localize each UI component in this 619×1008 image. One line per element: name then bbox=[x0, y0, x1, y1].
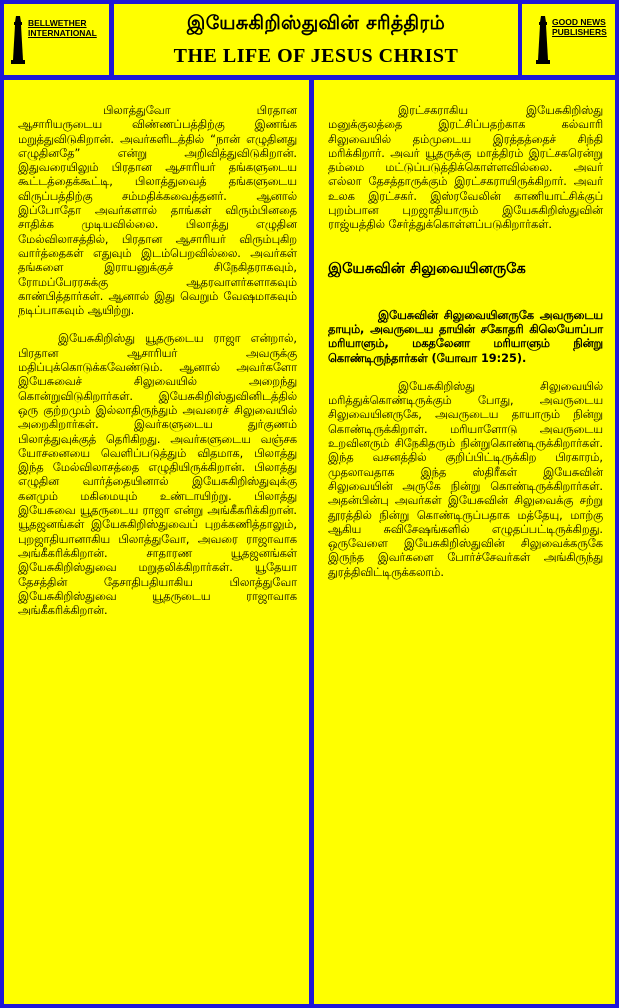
title-english: THE LIFE OF JESUS CHRIST bbox=[173, 45, 459, 67]
good-news-logo bbox=[522, 4, 615, 75]
left-paragraph-2: இயேசுகிறிஸ்து யூதருடைய ராஜா என்றால், பிரதான ஆசாரியர் அவருக்கு மதிப்புக்கொடுக்கவேண்டும். ஆனால் அவர்களோ இயேசுவைச் சிலுவையில் அறைந்து கொன்றுவிடுகிறார்கள். இயேசுகிறிஸ்துவினிடத்தில் ஒரு குற்றமும் இல்லாதிருந்தும் அவரைச் சிலுவையில் அறைகிறார்கள். இவர்களுடைய துர்குணம் பிலாத்துவுக்குத் தெரிகிறது. அவர்களுடைய வஞ்சக யோசனையை வெளிப்படுத்தும் விதமாக, பிலாத்து இந்த மேல்விலாசத்தை எழுதியிருக்கிறான். பிலாத்து எழுதின வார்த்தையினால் இயேசுகிறிஸ்துவுக்கு கனமும் மகிமையும் உண்டாயிற்று. பிலாத்து இயேசுவை யூதருடைய ராஜா என்று அங்கீகரிக்கிறான். யூதஜனங்கள் இயேசுகிறிஸ்துவைப் புறக்கணித்தாலும், புறஜாதியானாகிய பிலாத்துவோ, அவரை ராஜாவாக அங்கீகரிக்கிறான். சாதாரண யூதஜனங்கள் இயேசுகிறிஸ்துவை மறுதலிக்கிறார்கள். யூதேயா தேசத்தின் தேசாதிபதியாகிய பிலாத்துவோ இயேசுகிறிஸ்துவை யூதருடைய ராஜாவாக அங்கீகரிக்கிறான். bbox=[18, 332, 297, 618]
title-tamil: இயேசுகிறிஸ்துவின் சரித்திரம் bbox=[186, 12, 446, 34]
left-column bbox=[4, 80, 309, 1004]
lighthouse-icon bbox=[536, 14, 550, 64]
bellwether-logo-text: BELLWETHER INTERNATIONAL bbox=[28, 18, 97, 38]
lighthouse-icon bbox=[11, 14, 25, 64]
header-title-box bbox=[114, 4, 518, 75]
bible-verse: இயேசுவின் சிலுவையினருகே அவருடைய தாயும், அவருடைய தாயின் சகோதரி கிலெயோப்பா மரியாளும், மகதலேனா மரியாளும் நின்று கொண்டிருந்தார்கள் (யோவா 19:25). bbox=[328, 308, 603, 365]
right-paragraph-1: இரட்சகராகிய இயேசுகிறிஸ்து மனுக்குலத்தை இரட்சிப்பதற்காக கல்வாரி சிலுவையில் தம்முடைய இரத்தத்தைச் சிந்தி மரிக்கிறார். அவர் யூதருக்கு மாத்திரம் இரட்சகரென்று தம்மை மட்டுப்படுத்திக்கொள்ளவில்லை. அவர் எல்லா தேசத்தாருக்கும் இரட்சகராயிருக்கிறார். அவர் உலக இரட்சகர். இஸ்ரவேலின் காணியாட்சிக்குப் புறம்பான புறஜாதியாரும் இயேசுகிறிஸ்துவின் ராஜ்யத்தில் சேர்த்துக்கொள்ளப்படுகிறார்கள். bbox=[328, 104, 603, 232]
left-paragraph-1: பிலாத்துவோ பிரதான ஆசாரியருடைய விண்ணப்பத்திற்கு இணங்க மறுத்துவிடுகிறான். அவர்களிடத்தில் “நான் எழுதினது எழுதினதே” என்று அறிவித்துவிடுகிறான். இதுவரையிலும் பிரதான ஆசாரியர் தங்களுடைய கூட்டத்தைக்கூட்டி, பிலாத்துவைத் தங்களுடைய விருப்பத்திற்கு சம்மதிக்கவைத்தனர். ஆனால் இப்போதோ அவர்களால் தாங்கள் விரும்பினதை சாதிக்க முடியவில்லை. பிலாத்து எழுதின மேல்விலாசத்தில், பிரதான ஆசாரியர் விரும்புகிற வார்த்தைகள் எதுவும் இடம்பெறவில்லை. அவர்கள் தங்களை இராயனுக்குச் சிநேகிதராகவும், ரோமப்பேரரசுக்கு ஆதரவாளர்களாகவும் காண்பித்தார்கள். ஆனால் இது வெறும் வேஷமாகவும் நடிப்பாகவும் ஆயிற்று. bbox=[18, 104, 297, 318]
good-news-logo-text: GOOD NEWS PUBLISHERS bbox=[552, 17, 607, 37]
bellwether-logo bbox=[4, 4, 109, 75]
right-paragraph-2: இயேசுகிறிஸ்து சிலுவையில் மரித்துக்கொண்டிருக்கும் போது, அவருடைய சிலுவையினருகே, அவருடைய தாயாரும் நின்று கொண்டிருக்கிறாள். மரியாளோடு அவருடைய உறவினரும் சிநேகிதரும் நின்றுகொண்டிருக்கிறார்கள். இந்த வசனத்தில் குறிப்பிட்டிருக்கிற பிரகாரம், முதலாவதாக இந்த ஸ்திரீகள் இயேசுவின் சிலுவையின் அருகே நின்று கொண்டிருக்கிறார்கள். அதன்பின்பு அவர்கள் இயேசுவின் சிலுவைக்கு சற்று தூரத்தில் நின்று கொண்டிருப்பதாக மத்தேயு, மாற்கு ஆகிய சுவிசேஷங்களில் எழுதப்பட்டிருக்கிறது. ஒருவேளை இயேசுகிறிஸ்துவின் சிலுவைக்கருகே இருந்த இவர்களை போர்ச்சேவர்கள் அங்கிருந்து துரத்திவிட்டிருக்கலாம். bbox=[328, 379, 603, 579]
right-column bbox=[314, 80, 615, 1004]
section-heading: இயேசுவின் சிலுவையினருகே bbox=[328, 260, 526, 277]
